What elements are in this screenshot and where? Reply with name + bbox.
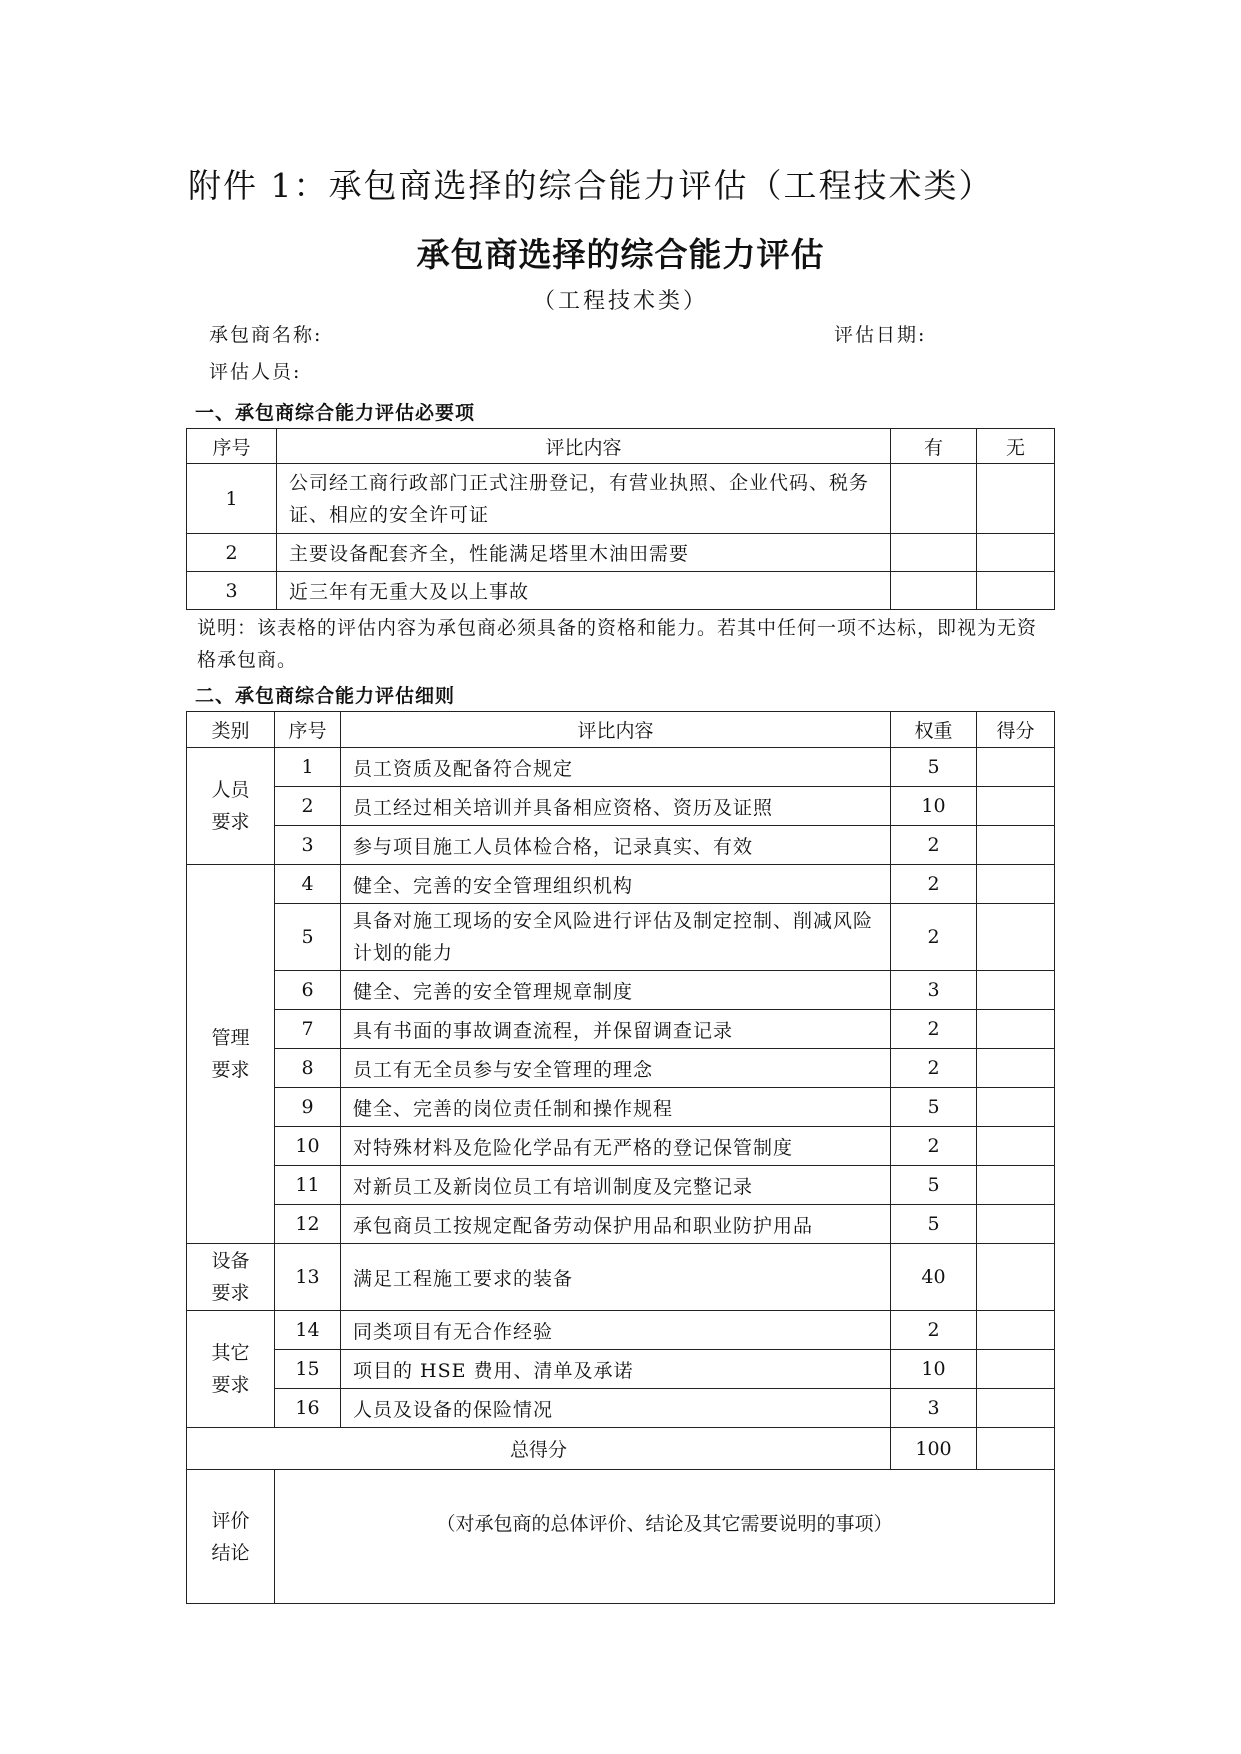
score-cell[interactable] <box>977 748 1055 787</box>
row-no: 6 <box>275 971 341 1010</box>
table-row <box>187 1311 1055 1350</box>
score-cell[interactable] <box>977 1244 1055 1311</box>
row-weight: 2 <box>891 1049 977 1088</box>
row-no: 1 <box>187 464 277 534</box>
table-row <box>187 464 1055 534</box>
table-header-row <box>187 429 1055 464</box>
row-weight: 5 <box>891 1088 977 1127</box>
no-cell[interactable] <box>977 572 1055 610</box>
total-score-cell[interactable] <box>977 1428 1055 1470</box>
row-weight: 10 <box>891 1350 977 1389</box>
score-cell[interactable] <box>977 1166 1055 1205</box>
table-row <box>187 1088 1055 1127</box>
table-header-row <box>187 712 1055 748</box>
row-weight: 2 <box>891 1010 977 1049</box>
table-row <box>187 865 1055 904</box>
table-row <box>187 1010 1055 1049</box>
score-cell[interactable] <box>977 971 1055 1010</box>
table-row <box>187 534 1055 572</box>
category-equipment: 设备 要求 <box>187 1244 275 1311</box>
attachment-title: 附件 1：承包商选择的综合能力评估（工程技术类） <box>188 166 994 205</box>
header-no: 序号 <box>275 712 341 748</box>
row-content: 承包商员工按规定配备劳动保护用品和职业防护用品 <box>341 1205 891 1244</box>
row-no: 8 <box>275 1049 341 1088</box>
row-no: 9 <box>275 1088 341 1127</box>
row-weight: 5 <box>891 1205 977 1244</box>
row-weight: 10 <box>891 787 977 826</box>
row-weight: 2 <box>891 826 977 865</box>
section1-title: 一、承包商综合能力评估必要项 <box>195 402 476 424</box>
score-cell[interactable] <box>977 1350 1055 1389</box>
table-row <box>187 1049 1055 1088</box>
yes-cell[interactable] <box>891 534 977 572</box>
page-subtitle: （工程技术类） <box>532 289 708 314</box>
total-row <box>187 1428 1055 1470</box>
header-no: 序号 <box>187 429 277 464</box>
row-content: 对新员工及新岗位员工有培训制度及完整记录 <box>341 1166 891 1205</box>
category-management: 管理 要求 <box>187 865 275 1244</box>
header-content: 评比内容 <box>341 712 891 748</box>
row-weight: 2 <box>891 1311 977 1350</box>
row-no: 2 <box>187 534 277 572</box>
eval-date-label: 评估日期: <box>834 324 927 346</box>
row-content: 主要设备配套齐全，性能满足塔里木油田需要 <box>277 534 891 572</box>
yes-cell[interactable] <box>891 572 977 610</box>
row-no: 7 <box>275 1010 341 1049</box>
no-cell[interactable] <box>977 464 1055 534</box>
conclusion-row <box>187 1470 1055 1604</box>
conclusion-hint: （对承包商的总体评价、结论及其它需要说明的事项） <box>436 1513 893 1535</box>
row-content: 员工有无全员参与安全管理的理念 <box>341 1049 891 1088</box>
section2-title: 二、承包商综合能力评估细则 <box>195 685 456 707</box>
row-no: 5 <box>275 904 341 971</box>
category-other: 其它 要求 <box>187 1311 275 1428</box>
score-cell[interactable] <box>977 904 1055 971</box>
header-category: 类别 <box>187 712 275 748</box>
row-content: 对特殊材料及危险化学品有无严格的登记保管制度 <box>341 1127 891 1166</box>
yes-cell[interactable] <box>891 464 977 534</box>
required-items-table <box>186 428 1055 610</box>
row-no: 3 <box>275 826 341 865</box>
header-score: 得分 <box>977 712 1055 748</box>
table-row <box>187 748 1055 787</box>
row-content: 健全、完善的安全管理组织机构 <box>341 865 891 904</box>
score-cell[interactable] <box>977 1127 1055 1166</box>
conclusion-cell[interactable] <box>275 1470 1055 1604</box>
table-row <box>187 1350 1055 1389</box>
table-row <box>187 1389 1055 1428</box>
header-content: 评比内容 <box>277 429 891 464</box>
row-no: 13 <box>275 1244 341 1311</box>
row-content: 员工资质及配备符合规定 <box>341 748 891 787</box>
score-cell[interactable] <box>977 826 1055 865</box>
row-no: 10 <box>275 1127 341 1166</box>
table-row <box>187 1244 1055 1311</box>
row-content: 满足工程施工要求的装备 <box>341 1244 891 1311</box>
score-cell[interactable] <box>977 1010 1055 1049</box>
row-no: 2 <box>275 787 341 826</box>
score-cell[interactable] <box>977 787 1055 826</box>
row-content: 员工经过相关培训并具备相应资格、资历及证照 <box>341 787 891 826</box>
row-content: 具备对施工现场的安全风险进行评估及制定控制、削减风险计划的能力 <box>341 904 891 971</box>
row-content: 项目的 HSE 费用、清单及承诺 <box>341 1350 891 1389</box>
category-personnel: 人员 要求 <box>187 748 275 865</box>
table-row <box>187 1166 1055 1205</box>
row-content: 参与项目施工人员体检合格，记录真实、有效 <box>341 826 891 865</box>
section1-note: 说明：该表格的评估内容为承包商必须具备的资格和能力。若其中任何一项不达标，即视为无资格承包商。 <box>197 617 1038 671</box>
conclusion-label: 评价 结论 <box>187 1470 275 1604</box>
table-row <box>187 904 1055 971</box>
contractor-name-label: 承包商名称: <box>209 324 323 346</box>
table-row <box>187 787 1055 826</box>
row-weight: 5 <box>891 1166 977 1205</box>
table-row <box>187 826 1055 865</box>
row-content: 健全、完善的岗位责任制和操作规程 <box>341 1088 891 1127</box>
header-no-have: 无 <box>977 429 1055 464</box>
row-content: 具有书面的事故调查流程，并保留调查记录 <box>341 1010 891 1049</box>
table-row <box>187 1127 1055 1166</box>
row-weight: 2 <box>891 865 977 904</box>
row-no: 15 <box>275 1350 341 1389</box>
table-row <box>187 1205 1055 1244</box>
row-no: 4 <box>275 865 341 904</box>
header-yes: 有 <box>891 429 977 464</box>
scoring-table <box>186 711 1055 1604</box>
page-title: 承包商选择的综合能力评估 <box>416 235 825 274</box>
row-content: 健全、完善的安全管理规章制度 <box>341 971 891 1010</box>
total-weight: 100 <box>891 1428 977 1470</box>
score-cell[interactable] <box>977 865 1055 904</box>
score-cell[interactable] <box>977 1088 1055 1127</box>
no-cell[interactable] <box>977 534 1055 572</box>
row-weight: 3 <box>891 971 977 1010</box>
table-row <box>187 971 1055 1010</box>
score-cell[interactable] <box>977 1205 1055 1244</box>
row-no: 1 <box>275 748 341 787</box>
row-no: 11 <box>275 1166 341 1205</box>
evaluator-label: 评估人员: <box>209 361 302 383</box>
score-cell[interactable] <box>977 1049 1055 1088</box>
score-cell[interactable] <box>977 1389 1055 1428</box>
header-weight: 权重 <box>891 712 977 748</box>
row-no: 16 <box>275 1389 341 1428</box>
row-content: 同类项目有无合作经验 <box>341 1311 891 1350</box>
row-weight: 2 <box>891 904 977 971</box>
row-weight: 2 <box>891 1127 977 1166</box>
row-content: 人员及设备的保险情况 <box>341 1389 891 1428</box>
row-no: 14 <box>275 1311 341 1350</box>
row-content: 公司经工商行政部门正式注册登记，有营业执照、企业代码、税务证、相应的安全许可证 <box>277 464 891 534</box>
table-row <box>187 572 1055 610</box>
row-no: 12 <box>275 1205 341 1244</box>
score-cell[interactable] <box>977 1311 1055 1350</box>
row-content: 近三年有无重大及以上事故 <box>277 572 891 610</box>
row-no: 3 <box>187 572 277 610</box>
row-weight: 5 <box>891 748 977 787</box>
row-weight: 40 <box>891 1244 977 1311</box>
row-weight: 3 <box>891 1389 977 1428</box>
total-label: 总得分 <box>187 1428 891 1470</box>
